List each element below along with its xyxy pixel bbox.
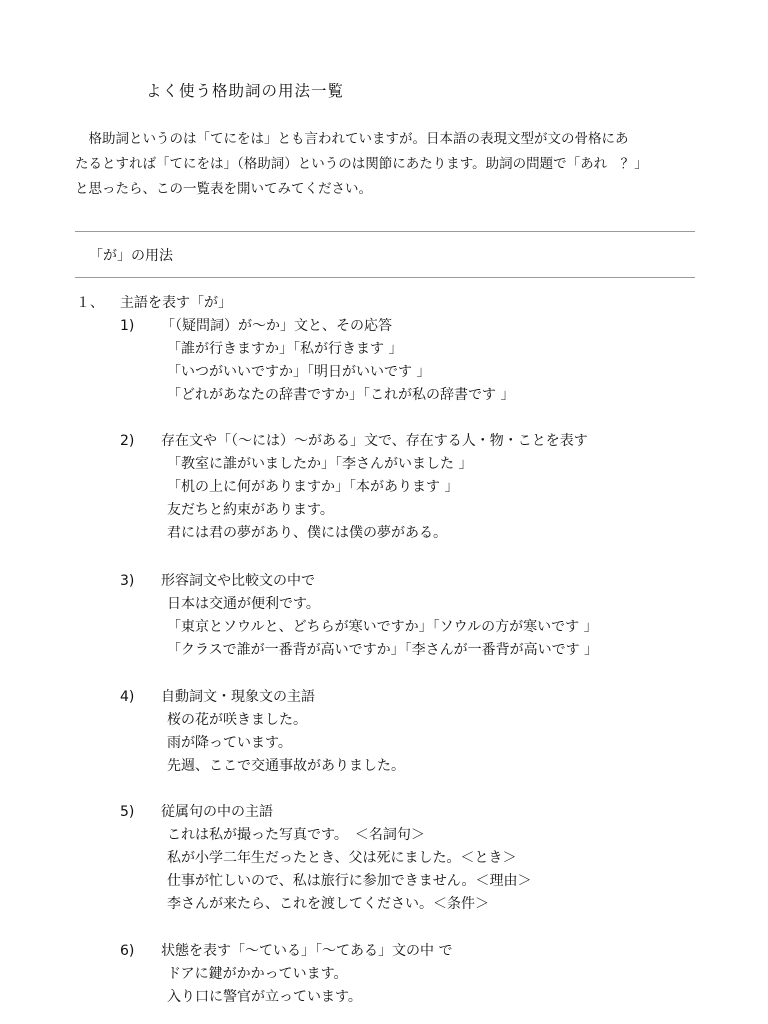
example-line: 「クラスで誰が一番背が高いですか」「李さんが一番背が高いです 」 — [167, 642, 599, 658]
subsection-number: 1) — [120, 318, 135, 334]
example-line: ドアに鍵がかかっています。 — [167, 966, 348, 982]
subsection-title: 自動詞文・現象文の主語 — [161, 689, 315, 705]
intro-line: 格助詞というのは「てにをは」とも言われていますが。日本語の表現文型が文の骨格にあ — [75, 131, 629, 147]
subsection-number: 6) — [120, 943, 135, 959]
subsection-title: 存在文や「（～には）～がある」文で、存在する人・物・ことを表す — [161, 433, 588, 449]
example-line: 先週、ここで交通事故がありました。 — [167, 758, 405, 774]
subsection-5 — [120, 801, 532, 916]
subsection-3 — [120, 570, 598, 662]
subsection-heading — [120, 940, 452, 963]
example-line: 「どれがあなたの辞書ですか」「これが私の辞書です 」 — [167, 387, 515, 403]
subsection-number: 3) — [120, 573, 135, 589]
subsection-number: 5) — [120, 804, 135, 820]
example-line: 仕事が忙しいので、私は旅行に参加できません。＜理由＞ — [167, 873, 532, 889]
example-line: 「机の上に何がありますか」「本があります 」 — [167, 479, 459, 495]
example-line: 君には君の夢があり、僕には僕の夢がある。 — [167, 525, 447, 541]
subsection-heading — [120, 315, 514, 338]
intro-paragraph — [75, 127, 715, 202]
page-title: よく使う格助詞の用法一覧 — [146, 82, 345, 100]
example-line: 友だちと約束があります。 — [167, 502, 334, 518]
example-line: 日本は交通が便利です。 — [167, 596, 320, 612]
example-line: 「いつがいいですか」「明日がいいです 」 — [167, 364, 431, 380]
subsection-heading — [120, 686, 405, 709]
example-line: 入り口に警官が立っています。 — [167, 989, 362, 1005]
section-top-rule — [75, 231, 695, 232]
intro-line: たるとすれば「てにをは」（格助詞）というのは関節にあたります。助詞の問題で「あれ ？」 — [75, 156, 648, 172]
subsection-heading — [120, 801, 532, 824]
subsection-title: 「（疑問詞）が～か」文と、その応答 — [161, 318, 392, 334]
example-line: 私が小学二年生だったとき、父は死にました。＜とき＞ — [167, 850, 517, 866]
subsection-2 — [120, 430, 588, 545]
intro-line: と思ったら、この一覧表を開いてみてください。 — [75, 181, 372, 197]
subsection-heading — [120, 430, 588, 453]
example-line: 「東京とソウルと、どちらが寒いですか」「ソウルの方が寒いです 」 — [167, 619, 598, 635]
item-label: 主語を表す「が」 — [120, 295, 232, 311]
subsection-title: 状態を表す「～ている」「～てある」文の中 で — [161, 943, 453, 959]
subsection-1 — [120, 315, 514, 407]
subsection-heading — [120, 570, 598, 593]
example-line: これは私が撮った写真です。 ＜名詞句＞ — [167, 827, 425, 843]
example-line: 「教室に誰がいましたか」「李さんがいました 」 — [167, 456, 473, 472]
subsection-title: 従属句の中の主語 — [161, 804, 273, 820]
example-line: 「誰が行きますか」「私が行きます 」 — [167, 341, 403, 357]
subsection-title: 形容詞文や比較文の中で — [161, 573, 315, 589]
section-heading: 「が」の用法 — [89, 248, 173, 264]
subsection-4 — [120, 686, 405, 778]
item-number: １、 — [76, 295, 104, 311]
section-bottom-rule — [75, 277, 695, 278]
subsection-number: 4) — [120, 689, 135, 705]
example-line: 桜の花が咲きました。 — [167, 712, 307, 728]
example-line: 李さんが来たら、これを渡してください。＜条件＞ — [167, 896, 489, 912]
subsection-6 — [120, 940, 452, 1009]
item-heading — [76, 292, 232, 315]
example-line: 雨が降っています。 — [167, 735, 292, 751]
subsection-number: 2) — [120, 433, 135, 449]
